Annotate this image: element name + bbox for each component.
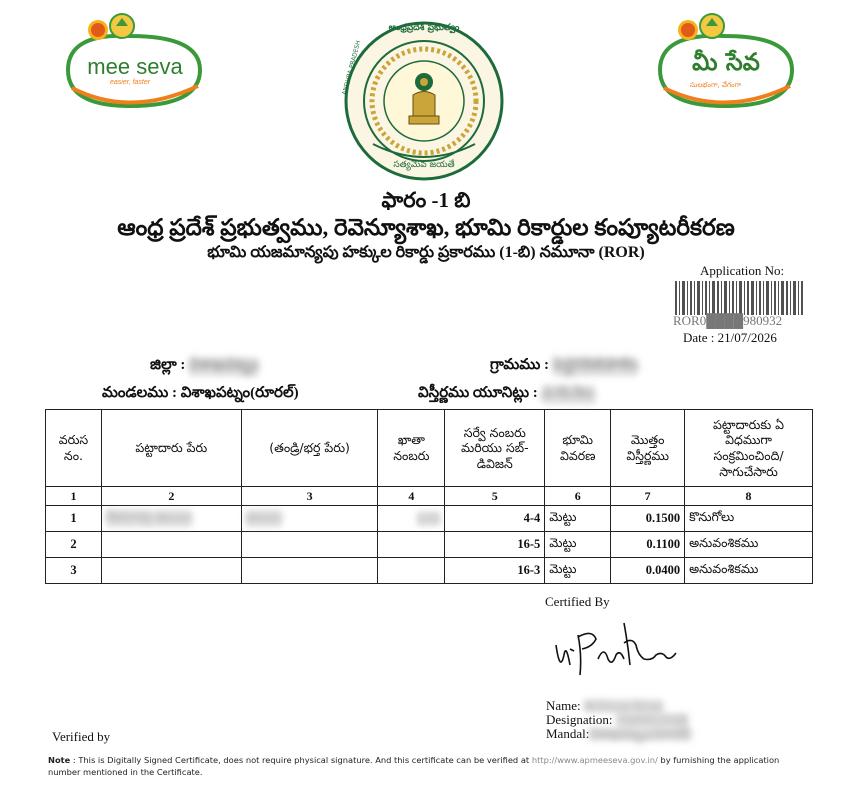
signatory-designation-row: [546, 713, 691, 727]
verification-link[interactable]: http://www.apmeeseva.gov.in/: [531, 755, 658, 765]
signatory-mandal-label: Mandal:: [546, 726, 590, 741]
village-value: పెద్దగదిలిపాలెం: [553, 357, 638, 377]
department-title: ఆంధ్ర ప్రదేశ్ ప్రభుత్వము, రెవెన్యూశాఖ, భూమి రికార్డుల కంప్యూటరీకరణ: [117, 215, 735, 240]
signatory-details: [546, 699, 691, 741]
unit-label: విస్తీర్ణము యూనిట్లు :: [418, 385, 538, 401]
footer-note: [48, 755, 808, 778]
cell-land: మెట్టు: [545, 506, 611, 532]
date-label: Date :: [683, 330, 715, 345]
emblem-top-text: ఆంధ్రప్రదేశ్ ప్రభుత్వం: [388, 23, 460, 33]
father-name: అలులు: [246, 509, 282, 528]
meeseva-logo-tagline: easier, faster: [110, 79, 151, 86]
table-header-row: [46, 410, 813, 487]
cell-survey: 16-3: [445, 558, 545, 584]
signatory-mandal-row: [546, 727, 691, 741]
col-header-land: భూమి వివరణ: [545, 410, 611, 487]
note-text-2: by furnishing the application number mentioned in the Certificate.: [48, 755, 780, 777]
khata-number: 123: [416, 511, 441, 526]
col-number: 3: [241, 487, 378, 506]
meeseva-logo-english: [60, 8, 210, 113]
col-header-khata: ఖాతా నంబరు: [378, 410, 445, 487]
form-title: ఫారం -1 బి: [381, 188, 471, 212]
cell-pattadar: [101, 558, 241, 584]
col-number: 5: [445, 487, 545, 506]
cell-acquired: అనువంశికము: [685, 558, 813, 584]
district-value: విశాఖపట్నం: [189, 357, 258, 377]
col-header-father: (తండ్రి/భర్త పేరు): [241, 410, 378, 487]
table-row: [46, 532, 813, 558]
mandal-label: మండలము :: [102, 385, 178, 401]
certified-by-label: Certified By: [545, 594, 610, 609]
cell-pattadar: [101, 532, 241, 558]
col-header-survey: సర్వే నంబరు మరియు సబ్-డివిజన్: [445, 410, 545, 487]
cell-extent: 0.1100: [611, 532, 685, 558]
mandal-row: [102, 385, 299, 405]
cell-survey: 16-5: [445, 532, 545, 558]
register-title: భూమి యజమాన్యపు హక్కుల రికార్డు ప్రకారము (1-బి) నమూనా (ROR): [207, 244, 645, 261]
unit-value: ఎ.గు.సెం.: [542, 385, 596, 405]
ror-table: [45, 409, 813, 584]
cell-father: [241, 532, 378, 558]
verified-by-label: Verified by: [52, 729, 111, 744]
meeseva-logo-text: mee seva: [87, 54, 183, 79]
cell-extent: 0.1500: [611, 506, 685, 532]
signature: [552, 615, 682, 685]
mandal-value: విశాఖపట్నం(రూరల్): [180, 385, 299, 401]
col-number: 4: [378, 487, 445, 506]
signatory-name-label: Name:: [546, 698, 581, 713]
application-number: ROR0████980932: [673, 313, 783, 328]
col-number: 7: [611, 487, 685, 506]
barcode: [675, 281, 803, 315]
cell-survey: 4-4: [445, 506, 545, 532]
cell-sno: 3: [46, 558, 102, 584]
meeseva-telugu-text: మీ సేవ: [692, 48, 760, 76]
note-text-1: : This is Digitally Signed Certificate, does not require physical signature. And this certificate can be verified at: [72, 755, 530, 765]
cell-extent: 0.0400: [611, 558, 685, 584]
cell-land: మెట్టు: [545, 532, 611, 558]
cell-father: [241, 506, 378, 532]
signatory-name: M.Pavan Kiran: [583, 698, 664, 713]
signatory-mandal: విశాఖపట్నం(రూరల్): [589, 726, 692, 741]
cell-pattadar: [101, 506, 241, 532]
col-number: 1: [46, 487, 102, 506]
designation-label: Designation:: [546, 712, 613, 727]
emblem-motto: సత్యమేవ జయతే: [393, 160, 455, 170]
meeseva-logo-telugu: [650, 8, 800, 113]
table-row: [46, 558, 813, 584]
cell-acquired: అనువంశికము: [685, 532, 813, 558]
issue-date: [683, 330, 777, 346]
col-number: 2: [101, 487, 241, 506]
column-number-row: [46, 487, 813, 506]
pattadar-name: కేశవరావు ఉలులు: [106, 509, 192, 528]
ap-government-emblem: [343, 20, 505, 182]
district-row: [150, 357, 259, 377]
col-header-acquired: పట్టాదారుకు ఏ విధముగా సంక్రమించింది/ సాగుచేసారు: [685, 410, 813, 487]
col-header-pattadar: పట్టాదారు పేరు: [101, 410, 241, 487]
cell-acquired: కొనుగోలు: [685, 506, 813, 532]
cell-sno: 1: [46, 506, 102, 532]
signatory-name-row: [546, 699, 691, 713]
date-value: 21/07/2026: [717, 330, 777, 345]
unit-row: [418, 385, 596, 405]
cell-khata: [378, 532, 445, 558]
emblem-side-text: ANDHRA PRADESH: [341, 39, 363, 96]
cell-father: [241, 558, 378, 584]
village-row: [490, 357, 638, 377]
village-label: గ్రామము :: [490, 357, 550, 373]
district-label: జిల్లా :: [150, 357, 186, 373]
table-row: [46, 506, 813, 532]
meeseva-telugu-tagline: సులభంగా, వేగంగా: [690, 81, 742, 89]
col-number: 6: [545, 487, 611, 506]
application-number-label: Application No:: [700, 263, 785, 278]
col-header-extent: మొత్తం విస్తీర్ణము: [611, 410, 685, 487]
cell-khata: [378, 558, 445, 584]
cell-sno: 2: [46, 532, 102, 558]
designation-value: TAHSILDAR: [615, 712, 689, 727]
cell-khata: [378, 506, 445, 532]
col-header-sno: వరుస నం.: [46, 410, 102, 487]
cell-land: మెట్టు: [545, 558, 611, 584]
col-number: 8: [685, 487, 813, 506]
note-label: Note: [48, 755, 71, 765]
